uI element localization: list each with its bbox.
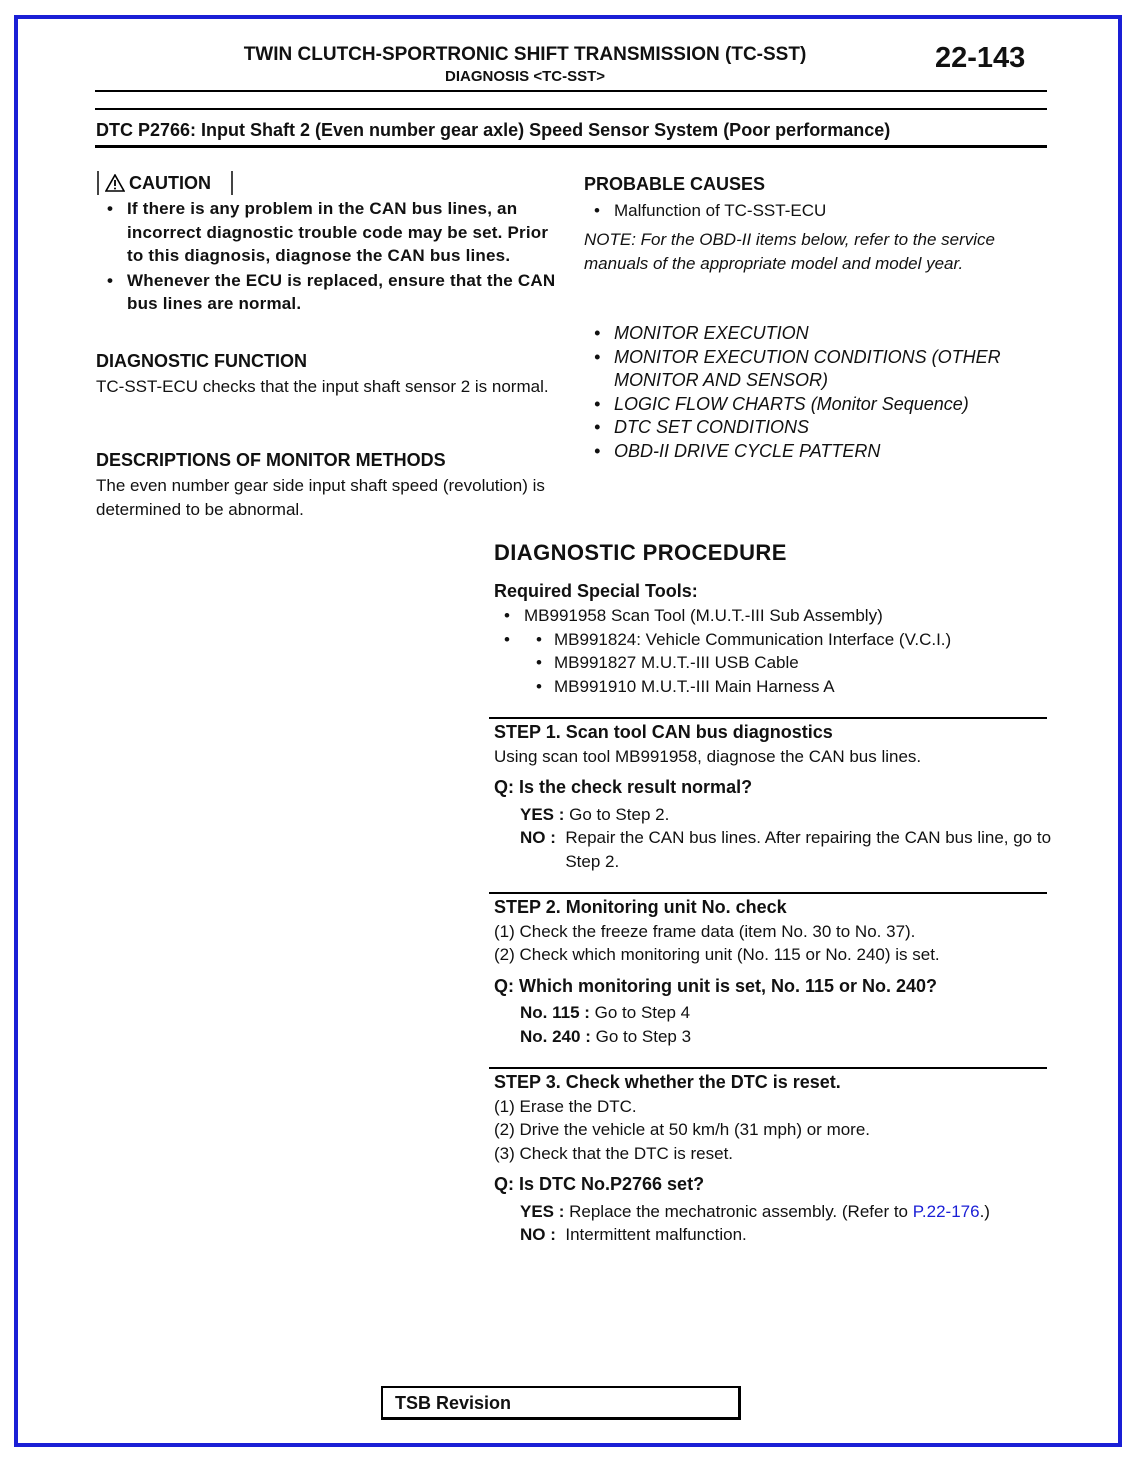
step1 [494,721,1054,873]
warning-icon [105,174,125,192]
step2-question: Q: Which monitoring unit is set, No. 115 or No. 240? [494,975,938,996]
step3-title: STEP 3. Check whether the DTC is reset. [494,1072,841,1092]
probable-cause-item: • Malfunction of TC-SST-ECU [584,199,1049,223]
caution-box [97,171,233,195]
probable-causes-heading: PROBABLE CAUSES [584,174,766,194]
step1-yes [494,803,1054,827]
obd-note: NOTE: For the OBD-II items below, refer to the service manuals of the appropriate model and model year. [584,230,995,273]
answer-value: Go to Step 3 [595,1026,692,1046]
answer-key: No. 115 : [520,1003,595,1022]
caution-item: • Whenever the ECU is replaced, ensure that the CAN bus lines are normal. [97,269,567,316]
step2-line: (1) Check the freeze frame data (item No. 30 to No. 37). [494,921,916,941]
title-bottom-rule [95,145,1047,148]
yes-value [569,1200,1054,1224]
monitor-methods-text: The even number gear side input shaft speed (revolution) is determined to be abnormal. [96,476,545,519]
step3-line: (2) Drive the vehicle at 50 km/h (31 mph) or more. [494,1120,871,1139]
tool-sub-item: • • MB991824: Vehicle Communication Interface (V.C.I.) [494,628,1054,652]
tool-sub-group [494,628,1054,699]
page-number: 22-143 [935,42,1026,74]
dtc-title: DTC P2766: Input Shaft 2 (Even number gear axle) Speed Sensor System (Poor performance) [96,120,891,140]
step2-answer-240 [494,1025,1054,1049]
yes-value: Go to Step 2. [569,804,670,824]
step1-no [494,826,1054,873]
step3-no [494,1223,1054,1247]
obd-item: • MONITOR EXECUTION CONDITIONS (OTHER MONITOR AND SENSOR) [584,346,1049,393]
caution-list [97,197,567,317]
header-subtitle: DIAGNOSIS <TC-SST> [444,68,606,85]
header-title: TWIN CLUTCH-SPORTRONIC SHIFT TRANSMISSION (TC-SST) [243,44,807,65]
caution-item: • If there is any problem in the CAN bus lines, an incorrect diagnostic trouble code may be set. Prior to this diagnosis, diagnose the CAN bus lines. [97,197,567,268]
obd-item: • OBD-II DRIVE CYCLE PATTERN [584,440,1049,464]
no-key: NO : [520,1225,566,1244]
tsb-revision-box: TSB Revision [381,1386,741,1420]
no-value: Intermittent malfunction. [565,1225,747,1244]
tool-main: • MB991958 Scan Tool (M.U.T.-III Sub Assembly) [494,604,1054,628]
page-reference-link[interactable]: P.22-176 [912,1201,980,1221]
tools-heading: Required Special Tools: [494,581,698,601]
step2-answer-115 [494,1001,1054,1025]
obd-item: • DTC SET CONDITIONS [584,416,1049,440]
tool-sub-item: • MB991910 M.U.T.-III Main Harness A [494,675,1054,699]
monitor-methods-heading: DESCRIPTIONS OF MONITOR METHODS [96,450,446,470]
no-key: NO : [520,828,566,847]
diagnostic-function-text: TC-SST-ECU checks that the input shaft sensor 2 is normal. [96,377,549,396]
probable-causes-list [584,199,1049,223]
step1-text: Using scan tool MB991958, diagnose the CAN bus lines. [494,746,922,766]
step3-line: (1) Erase the DTC. [494,1096,637,1116]
step3-rule [489,1067,1047,1069]
step3 [494,1071,1054,1247]
header-rule [95,90,1047,92]
obd-item: • LOGIC FLOW CHARTS (Monitor Sequence) [584,393,1049,417]
obd-items-list [584,322,1049,463]
diagnostic-function-heading: DIAGNOSTIC FUNCTION [96,351,307,371]
yes-key: YES : [520,1201,570,1221]
step1-question: Q: Is the check result normal? [494,777,753,797]
no-value: Repair the CAN bus lines. After repairing the CAN bus line, go to Step 2. [565,828,1052,871]
step1-title: STEP 1. Scan tool CAN bus diagnostics [494,722,833,742]
obd-item: • MONITOR EXECUTION [584,322,1049,346]
step2-title: STEP 2. Monitoring unit No. check [494,897,787,917]
title-top-rule [95,108,1047,110]
step3-line: (3) Check that the DTC is reset. [494,1143,734,1163]
answer-value: Go to Step 4 [594,1003,691,1022]
step2 [494,896,1054,1048]
yes-key: YES : [520,804,570,824]
step2-line: (2) Check which monitoring unit (No. 115 or No. 240) is set. [494,945,940,964]
answer-key: No. 240 : [520,1026,596,1046]
step3-question: Q: Is DTC No.P2766 set? [494,1174,705,1194]
caution-label: CAUTION [129,173,211,193]
tool-sub-item: • MB991827 M.U.T.-III USB Cable [494,651,1054,675]
step2-rule [489,892,1047,894]
step1-rule [489,717,1047,719]
step3-yes [494,1200,1054,1224]
yes-tail: .) [979,1201,990,1221]
tools-list [494,604,1054,698]
yes-text: Replace the mechatronic assembly. (Refer to [569,1201,913,1221]
procedure-heading: DIAGNOSTIC PROCEDURE [494,540,787,565]
